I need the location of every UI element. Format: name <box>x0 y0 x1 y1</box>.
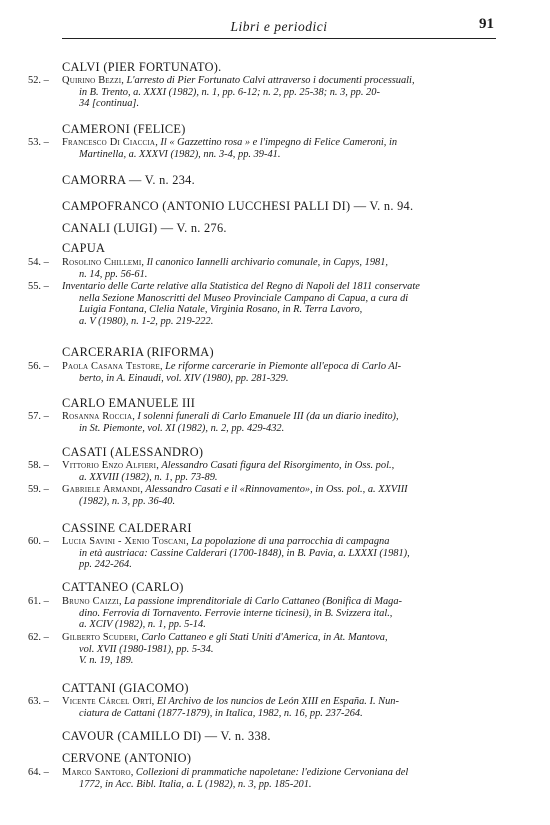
heading-text: CANALI (LUIGI) <box>62 221 158 235</box>
entry-line: Rosolino Chillemi, Il canonico Iannelli archivario comunale, in Capys, 1981, <box>62 257 389 268</box>
entry-text: a. V (1980), n. 1-2, pp. 219-222. <box>79 315 214 327</box>
entry-line <box>0 269 550 281</box>
entry-line <box>0 608 550 620</box>
entry-text: La passione imprenditoriale di Carlo Cattaneo (Bonifica di Maga- <box>124 596 403 607</box>
heading-text: CALVI (PIER FORTUNATO). <box>62 60 222 74</box>
entry-line <box>0 149 550 161</box>
entry-number: 64. – <box>28 767 49 778</box>
entry-line <box>0 619 550 631</box>
entry-line: Gilberto Scuderi, Carlo Cattaneo e gli Stati Uniti d'America, in At. Mantova, <box>62 632 388 643</box>
entry-author: Bruno Caizzi <box>62 596 119 607</box>
bibliography-entry <box>0 767 550 790</box>
section-heading <box>62 445 203 460</box>
bibliography-entry <box>0 281 550 327</box>
section-heading <box>62 221 227 236</box>
cross-reference: — V. n. 338. <box>204 729 271 743</box>
entry-line: Quirino Bezzi, L'arresto di Pier Fortunato Calvi attraverso i documenti processuali, <box>62 75 415 86</box>
entry-text: I solenni funerali di Carlo Emanuele III (da un diario inedito), <box>137 411 399 422</box>
entry-line <box>0 644 550 656</box>
entry-text: Martinella, a. XXXVI (1982), nn. 3-4, pp. 39-41. <box>79 148 281 160</box>
entry-line: Vicente Cárcel Ortí, El Archivo de los nuncios de León XIII en España. I. Nun- <box>62 696 399 707</box>
heading-text: CAMERONI (FELICE) <box>62 122 186 136</box>
entry-author: Marco Santoro <box>62 767 131 778</box>
section-heading <box>62 199 413 214</box>
bibliography-entry <box>0 696 550 719</box>
bibliography-entry <box>0 137 550 160</box>
heading-text: CASSINE CALDERARI <box>62 521 192 535</box>
entry-line <box>0 472 550 484</box>
entry-number: 59. – <box>28 484 49 495</box>
entry-text: a. XCIV (1982), n. 1, pp. 5-14. <box>79 619 206 631</box>
section-heading <box>62 345 214 360</box>
entry-text: L'arresto di Pier Fortunato Calvi attraverso i documenti processuali, <box>126 75 415 86</box>
entry-text: Collezioni di prammatiche napoletane: l'edizione Cervoniana del <box>135 767 409 778</box>
section-heading <box>62 751 191 766</box>
entry-text: nella Sezione Manoscritti del Museo Provinciale Campano di Capua, a cura di <box>79 292 409 304</box>
heading-text: CASATI (ALESSANDRO) <box>62 445 204 459</box>
running-title: Libri e periodici <box>230 19 328 34</box>
entry-number: 57. – <box>28 411 49 422</box>
entry-number: 56. – <box>28 361 49 372</box>
bibliography-entry <box>0 596 550 631</box>
entry-text: berto, in A. Einaudi, vol. XIV (1980), pp. 281-329. <box>79 372 289 384</box>
entry-line <box>0 316 550 328</box>
section-heading <box>62 396 195 411</box>
entry-number: 58. – <box>28 460 49 471</box>
entry-text: Le riforme carcerarie in Piemonte all'epoca di Carlo Al- <box>165 361 402 372</box>
entry-line <box>0 423 550 435</box>
entry-text: a. XXVIII (1982), n. 1, pp. 73-89. <box>79 471 218 483</box>
entry-line <box>0 373 550 385</box>
heading-text: CAPUA <box>62 241 106 255</box>
cross-reference: — V. n. 234. <box>128 173 195 187</box>
entry-line: Lucia Savini - Xenio Toscani, La popolazione di una parrocchia di campagna <box>62 536 390 547</box>
entry-line <box>0 779 550 791</box>
heading-text: CAMPOFRANCO (ANTONIO LUCCHESI PALLI DI) <box>62 199 351 213</box>
heading-text: CARCERARIA (RIFORMA) <box>62 345 214 359</box>
cross-reference: — V. n. 94. <box>353 199 414 213</box>
entry-number: 53. – <box>28 137 49 148</box>
entry-line <box>0 98 550 110</box>
entry-number: 60. – <box>28 536 49 547</box>
entry-text: Luigia Fontana, Clelia Natale, Virginia Rosano, in R. Terra Lavoro, <box>79 304 363 316</box>
entry-text: n. 14, pp. 56-61. <box>79 268 148 280</box>
entry-number: 61. – <box>28 596 49 607</box>
section-heading <box>62 173 195 188</box>
entry-line <box>0 548 550 560</box>
bibliography-entry <box>0 257 550 280</box>
section-heading <box>62 241 105 256</box>
entry-text: Alessandro Casati e il «Rinnovamento», in Oss. pol., a. XXVIII <box>145 484 408 495</box>
entry-line <box>0 293 550 305</box>
heading-text: CAVOUR (CAMILLO DI) <box>62 729 202 743</box>
bibliography-entry <box>0 460 550 483</box>
heading-text: CARLO EMANUELE III <box>62 396 196 410</box>
entry-line <box>0 559 550 571</box>
bibliography-entry <box>0 484 550 507</box>
section-heading <box>62 60 222 75</box>
entry-line: Francesco Di Ciaccia, Il « Gazzettino rosa » e l'impegno di Felice Cameroni, in <box>62 137 398 148</box>
cross-reference: — V. n. 276. <box>160 221 227 235</box>
entry-line <box>0 655 550 667</box>
section-heading <box>62 729 271 744</box>
entry-text: Carlo Cattaneo e gli Stati Uniti d'America, in At. Mantova, <box>141 632 388 643</box>
bibliography-entry <box>0 536 550 571</box>
entry-text: Alessandro Casati figura del Risorgimento, in Oss. pol., <box>161 460 395 471</box>
entry-text: V. n. 19, 189. <box>79 655 134 667</box>
entry-text: Il canonico Iannelli archivario comunale, in Capys, 1981, <box>146 257 389 268</box>
entry-number: 62. – <box>28 632 49 643</box>
entry-author: Vittorio Enzo Alfieri <box>62 460 157 471</box>
bibliography-entry <box>0 411 550 434</box>
entry-author: Gilberto Scuderi <box>62 632 137 643</box>
entry-line <box>0 87 550 99</box>
entry-line: Marco Santoro, Collezioni di prammatiche napoletane: l'edizione Cervoniana del <box>62 767 409 778</box>
section-heading <box>62 521 192 536</box>
entry-text: vol. XVII (1980-1981), pp. 5-34. <box>79 643 214 655</box>
entry-author: Francesco Di Ciaccia <box>62 137 156 148</box>
entry-text: (1982), n. 3, pp. 36-40. <box>79 495 176 507</box>
entry-author: Vicente Cárcel Ortí <box>62 696 152 707</box>
entry-line: Paola Casana Testore, Le riforme carcerarie in Piemonte all'epoca di Carlo Al- <box>62 361 402 372</box>
entry-line <box>0 496 550 508</box>
entry-number: 54. – <box>28 257 49 268</box>
bibliography-entry <box>0 361 550 384</box>
entry-author: Gabriele Armandi <box>62 484 141 495</box>
entry-author: Rosanna Roccia <box>62 411 133 422</box>
bibliography-entry <box>0 632 550 667</box>
entry-line <box>0 708 550 720</box>
heading-text: CATTANEO (CARLO) <box>62 580 184 594</box>
entry-text: El Archivo de los nuncios de León XIII en España. I. Nun- <box>156 696 399 707</box>
entry-line: Gabriele Armandi, Alessandro Casati e il «Rinnovamento», in Oss. pol., a. XXVIII <box>62 484 408 495</box>
entry-author: Paola Casana Testore <box>62 361 160 372</box>
entry-line <box>0 281 550 293</box>
entry-line: Rosanna Roccia, I solenni funerali di Carlo Emanuele III (da un diario inedito), <box>62 411 399 422</box>
entry-text: ciatura de Cattani (1877-1879), in Italica, 1982, n. 16, pp. 237-264. <box>79 707 363 719</box>
entry-number: 52. – <box>28 75 49 86</box>
entry-number: 55. – <box>28 281 49 292</box>
entry-author: Rosolino Chillemi <box>62 257 142 268</box>
entry-text: 34 [continua]. <box>79 98 140 110</box>
entry-number: 63. – <box>28 696 49 707</box>
bibliography-entry <box>0 75 550 110</box>
section-heading <box>62 580 184 595</box>
entry-text: 1772, in Acc. Bibl. Italia, a. L (1982), n. 3, pp. 185-201. <box>79 778 312 790</box>
entry-line: Bruno Caizzi, La passione imprenditoriale di Carlo Cattaneo (Bonifica di Maga- <box>62 596 403 607</box>
entry-text: Inventario delle Carte relative alla Statistica del Regno di Napoli del 1811 conservate <box>62 281 420 292</box>
entry-text: in età austriaca: Cassine Calderari (1700-1848), in B. Pavia, a. LXXXI (1981), <box>79 547 410 559</box>
section-heading <box>62 122 186 137</box>
heading-text: CAMORRA <box>62 173 126 187</box>
heading-text: CATTANI (GIACOMO) <box>62 681 189 695</box>
entry-text: La popolazione di una parrocchia di campagna <box>191 536 390 547</box>
heading-text: CERVONE (ANTONIO) <box>62 751 192 765</box>
entry-text: Il « Gazzettino rosa » e l'impegno di Felice Cameroni, in <box>160 137 398 148</box>
section-heading <box>62 681 189 696</box>
entry-text: pp. 242-264. <box>79 559 132 571</box>
entry-author: Quirino Bezzi <box>62 75 122 86</box>
entry-text: in B. Trento, a. XXXI (1982), n. 1, pp. 6-12; n. 2, pp. 25-38; n. 3, pp. 20- <box>79 86 380 98</box>
entry-author: Lucia Savini - Xenio Toscani <box>62 536 187 547</box>
entry-line: Vittorio Enzo Alfieri, Alessandro Casati figura del Risorgimento, in Oss. pol., <box>62 460 395 471</box>
entry-text: dino. Ferrovia di Tornavento. Ferrovie interne ticinesi), in B. Svizzera ital., <box>79 607 393 619</box>
page-number: 91 <box>479 16 494 32</box>
entry-text: in St. Piemonte, vol. XI (1982), n. 2, pp. 429-432. <box>79 422 285 434</box>
entry-line <box>0 304 550 316</box>
